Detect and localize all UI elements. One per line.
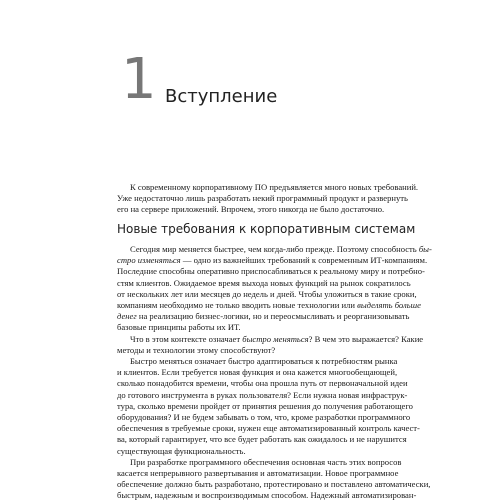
body-text — [117, 244, 432, 502]
text-line: оборудования? И не будем забывать о том, что, кроме разработки программного — [117, 412, 411, 423]
emphasis-text: быстро меняться — [242, 333, 309, 344]
text-run: Что в этом контексте означает — [130, 333, 243, 344]
text-line — [117, 311, 410, 322]
chapter-number: 1 — [121, 47, 157, 112]
paragraph-1 — [117, 244, 432, 334]
text-line: Последние способны оперативно приспосабливаться к реальному миру и потребно- — [117, 266, 425, 277]
paragraph-4 — [117, 456, 431, 502]
emphasis-text: бы- — [418, 244, 432, 254]
text-line: ва, который гарантирует, что все будет работать как ожидалось и не нарушится — [117, 434, 407, 445]
text-run: ? В чем это выражается? Какие — [308, 333, 424, 344]
chapter-title: Вступление — [165, 86, 278, 107]
intro-paragraph — [117, 182, 419, 216]
text-line: до готового инструмента в руках пользователя? Если нужна новая инфраструк- — [117, 389, 408, 400]
text-line: обеспечения в требуемые сроки, нужен еще автоматизированный контроль качест- — [117, 423, 420, 434]
text-line: и клиентов. Если требуется новая функция и она кажется многообещающей, — [117, 367, 398, 378]
emphasis-text: денег — [117, 311, 137, 322]
text-line: При разработке программного обеспечения основная часть этих вопросов — [130, 456, 402, 467]
emphasis-text: выделять больше — [357, 300, 421, 311]
intro-line: Уже недостаточно лишь разработать некий программный продукт и развернуть — [117, 193, 408, 204]
text-line — [117, 300, 421, 311]
text-line: касается непрерывного развертывания и автоматизации. Новое программное — [117, 468, 399, 479]
text-line: методы и технологии этому способствуют? — [117, 344, 276, 355]
text-run: Сегодня мир меняется быстрее, чем когда-либо прежде. Поэтому способность — [130, 244, 419, 254]
emphasis-text: стро изменяться — [117, 255, 181, 266]
text-line: от нескольких лет или месяцев до недель и дней. Чтобы уложиться в такие сроки, — [117, 288, 417, 299]
text-line: обеспечение должно быть разработано, протестировано и поставлено автоматически, — [117, 479, 431, 490]
paragraph-2 — [117, 333, 424, 356]
text-line: быстрым, надежным и воспроизводимым способом. Надежный автоматизирован- — [117, 490, 417, 501]
text-line: сколько понадобится времени, чтобы она прошла путь от первоначальной идеи — [117, 378, 408, 389]
paragraph-3 — [117, 356, 420, 457]
section-heading: Новые требования к корпоративным системам — [117, 222, 416, 236]
intro-line: его на сервере приложений. Впрочем, этого никогда не было достаточно. — [117, 204, 385, 215]
text-run: на реализацию бизнес-логики, но и переосмысливать и реорганизовывать — [136, 311, 410, 322]
text-run: компаниям необходимо не только вводить новые технологии или — [117, 300, 358, 311]
text-line: базовые принципы работы их ИТ. — [117, 322, 241, 333]
text-line: стям клиентов. Ожидаемое время выхода новых функций на рынок сократилось — [117, 277, 411, 288]
text-line: Быстро меняться означает быстро адаптироваться к потребностям рынка — [130, 356, 398, 367]
text-line: тура, сколько времени пройдет от принятия решения до получения работающего — [117, 400, 413, 411]
text-line — [117, 333, 424, 345]
text-line: существующая функциональность. — [117, 445, 246, 456]
intro-line: К современному корпоративному ПО предъявляется много новых требований. — [130, 182, 419, 192]
text-run: — одно из важнейших требований к современным ИТ-компаниям. — [180, 255, 428, 266]
text-line — [117, 244, 432, 255]
text-line — [117, 255, 428, 266]
